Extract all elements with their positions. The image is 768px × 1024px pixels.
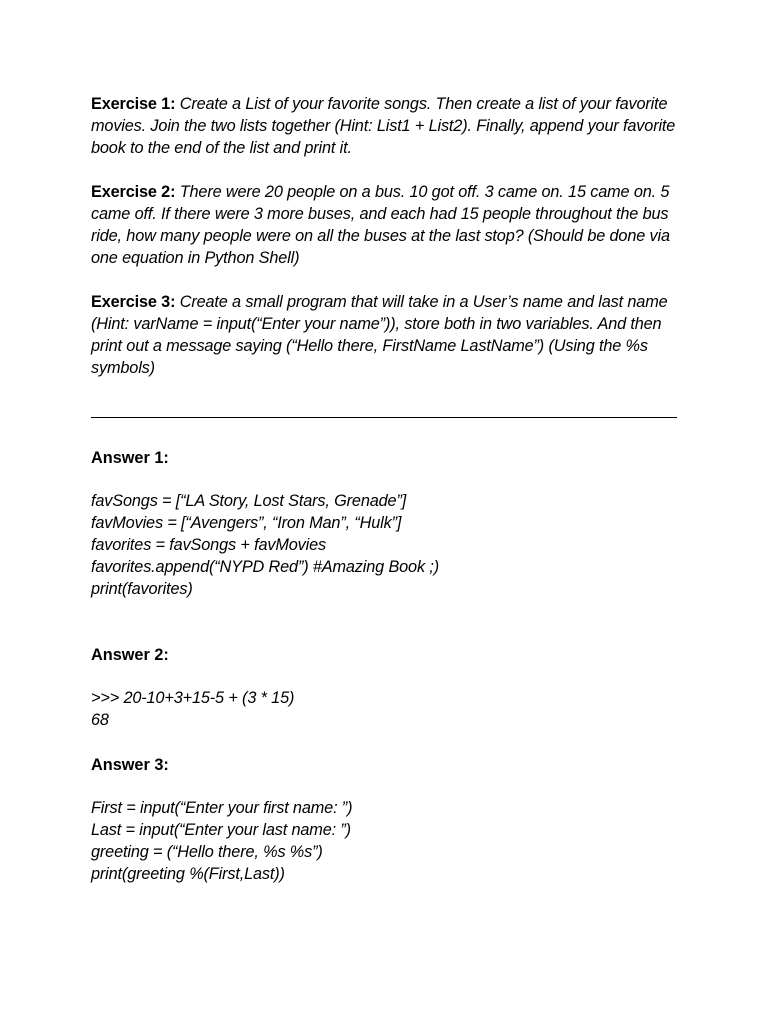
answer-1-code: [91, 490, 439, 600]
answer-2-heading: Answer 2:: [91, 646, 169, 664]
answer-3-code: [91, 797, 352, 885]
code-line: print(favorites): [91, 580, 193, 598]
exercise-1-label: Exercise 1:: [91, 95, 176, 113]
code-line: First = input(“Enter your first name: ”): [91, 799, 353, 817]
section-divider: [91, 417, 677, 418]
answer-1-heading: Answer 1:: [91, 449, 169, 467]
code-line: >>> 20-10+3+15-5 + (3 * 15): [91, 689, 295, 707]
answer-2-code: [91, 687, 294, 731]
exercise-2-text: There were 20 people on a bus. 10 got off. 3 came on. 15 came on. 5 came off. If there were 3 more buses, and each had 15 people throughout the bus ride, how many people were on all the buses at the last stop? (Should be done via one equation in Python Shell): [91, 183, 670, 267]
exercise-2-label: Exercise 2:: [91, 183, 176, 201]
exercise-3-label: Exercise 3:: [91, 293, 176, 311]
code-line: greeting = (“Hello there, %s %s”): [91, 843, 323, 861]
code-line: favSongs = [“LA Story, Lost Stars, Grenade”]: [91, 492, 407, 510]
exercise-2: [91, 181, 681, 269]
code-line: Last = input(“Enter your last name: ”): [91, 821, 351, 839]
answer-3-heading: Answer 3:: [91, 756, 169, 774]
code-line: print(greeting %(First,Last)): [91, 865, 285, 883]
code-line: 68: [91, 711, 109, 729]
code-line: favMovies = [“Avengers”, “Iron Man”, “Hulk”]: [91, 514, 402, 532]
code-line: favorites = favSongs + favMovies: [91, 536, 327, 554]
code-line: favorites.append(“NYPD Red”) #Amazing Book ;): [91, 558, 439, 576]
exercise-3-text: Create a small program that will take in a User’s name and last name (Hint: varName = input(“Enter your name”)), store both in two variables. And then print out a message saying (“Hello there, FirstName LastName”) (Using the %s symbols): [91, 293, 668, 377]
exercise-1-text: Create a List of your favorite songs. Then create a list of your favorite movies. Join the two lists together (Hint: List1 + List2). Finally, append your favorite book to the end of the list and print it.: [91, 95, 676, 157]
exercise-1: [91, 93, 681, 159]
exercise-3: [91, 291, 681, 379]
